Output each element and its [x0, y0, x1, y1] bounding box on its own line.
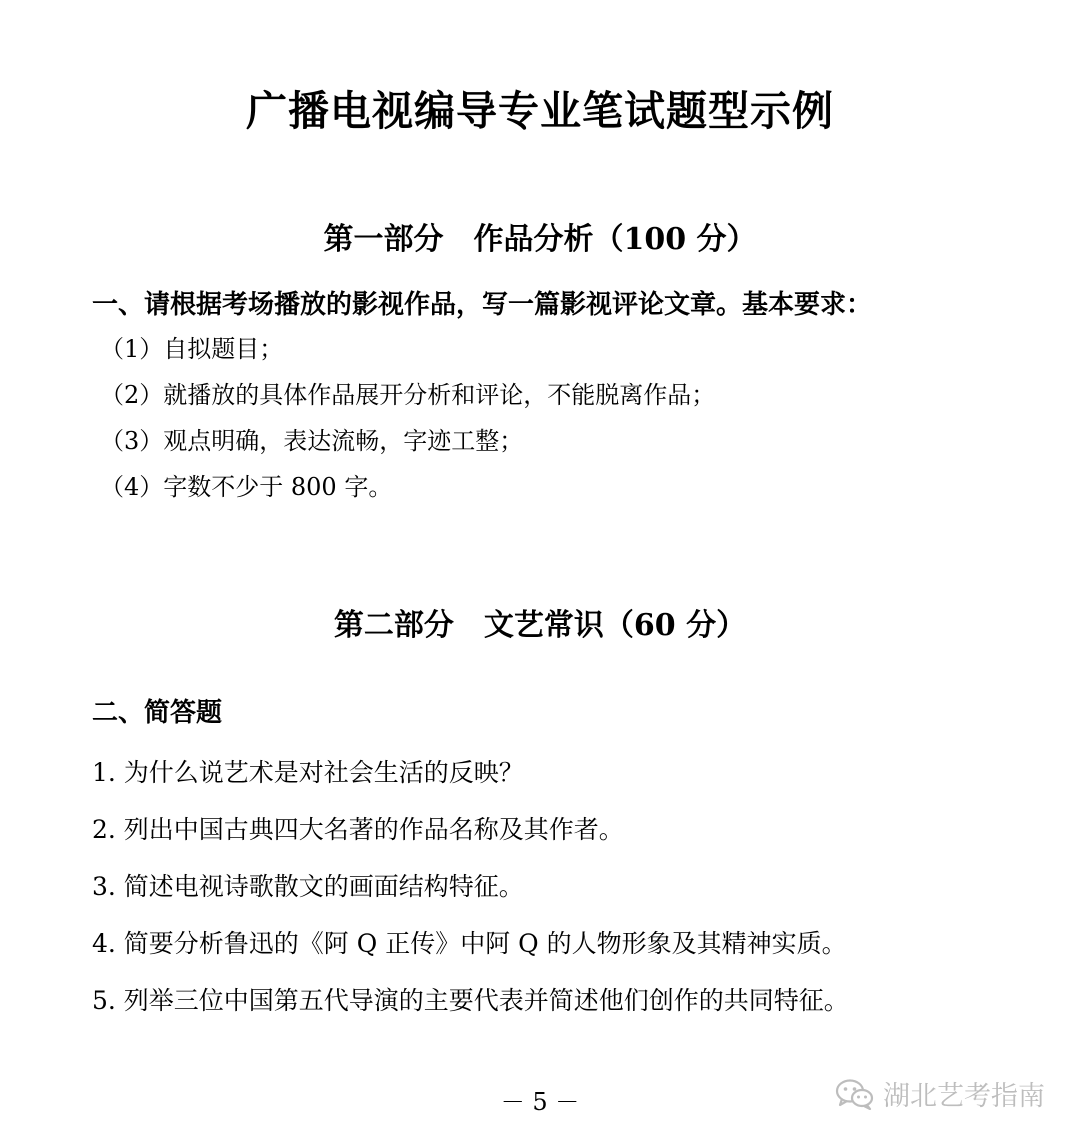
short-answer-item: 1. 为什么说艺术是对社会生活的反映？ — [92, 758, 524, 787]
part2-label: 第二部分 — [333, 608, 454, 643]
watermark-text: 湖北艺考指南 — [883, 1081, 1045, 1112]
part2-heading — [0, 600, 1080, 644]
short-answer-item: 2. 列出中国古典四大名著的作品名称及其作者。 — [92, 815, 624, 844]
short-answer-item: 5. 列举三位中国第五代导演的主要代表并简述他们创作的共同特征。 — [92, 986, 849, 1015]
requirement-item: （2）就播放的具体作品展开分析和评论，不能脱离作品； — [100, 381, 716, 409]
question2-heading: 二、简答题 — [92, 698, 223, 728]
page-title: 广播电视编导专业笔试题型示例 — [246, 87, 834, 135]
part1-subject: 作品分析（100 分） — [473, 222, 757, 257]
part1-heading — [0, 214, 1080, 258]
watermark — [835, 1074, 1045, 1113]
wechat-icon — [835, 1078, 875, 1110]
requirement-item: （1）自拟题目； — [100, 335, 284, 363]
page-number: － 5 － — [500, 1088, 580, 1116]
question1-heading: 一、请根据考场播放的影视作品，写一篇影视评论文章。基本要求： — [92, 290, 873, 320]
requirement-item: （4）字数不少于 800 字。 — [100, 473, 393, 501]
requirement-item: （3）观点明确，表达流畅，字迹工整； — [100, 427, 524, 455]
short-answer-item: 4. 简要分析鲁迅的《阿 Q 正传》中阿 Q 的人物形象及其精神实质。 — [92, 929, 847, 958]
short-answer-item: 3. 简述电视诗歌散文的画面结构特征。 — [92, 872, 524, 901]
part2-subject: 文艺常识（60 分） — [483, 608, 747, 643]
part1-label: 第一部分 — [323, 222, 444, 257]
